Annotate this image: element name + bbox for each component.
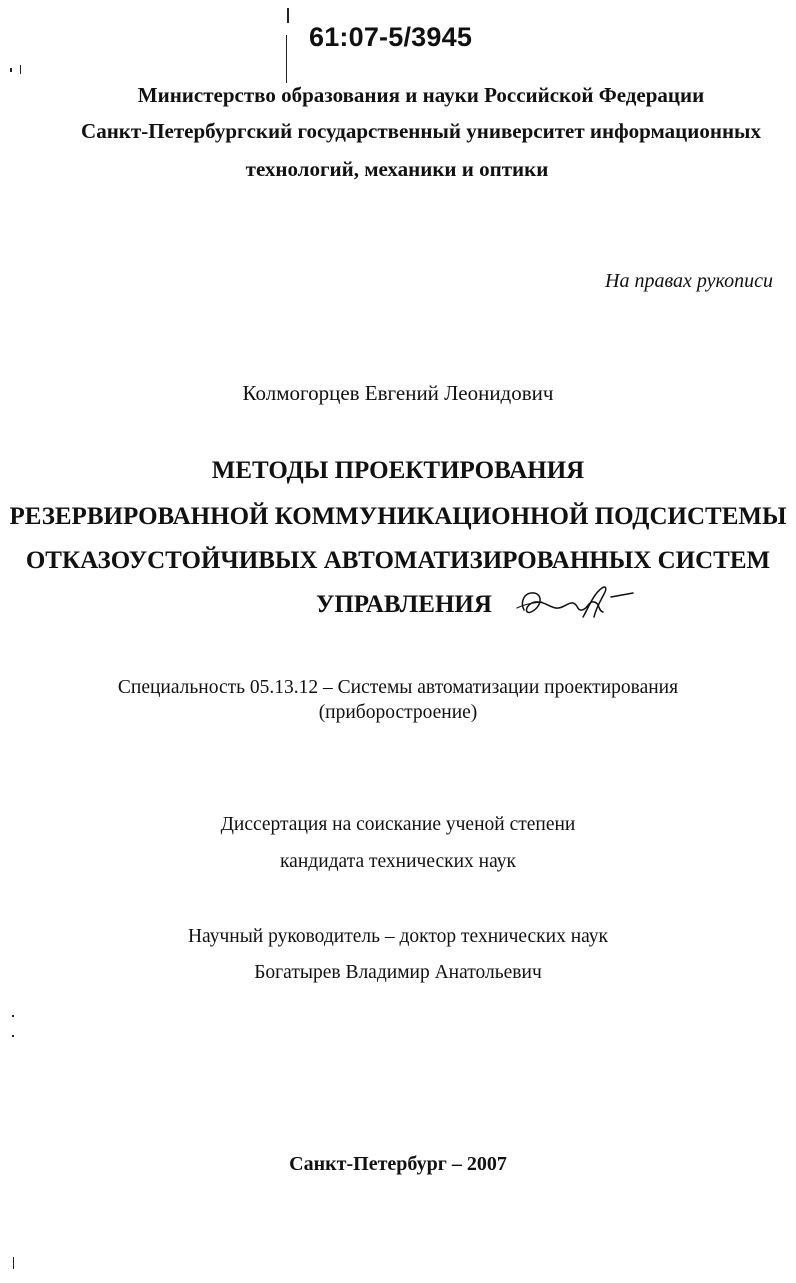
ministry-heading: Министерство образования и науки Российской Федерации <box>137 83 705 107</box>
author-name: Колмогорцев Евгений Леонидович <box>242 381 554 405</box>
degree-line2: кандидата технических наук <box>280 851 516 872</box>
specialty-line1: Специальность 05.13.12 – Системы автоматизации проектирования <box>117 677 679 698</box>
advisor-line2: Богатырев Владимир Анатольевич <box>254 962 542 983</box>
dissertation-title-line2: РЕЗЕРВИРОВАННОЙ КОММУНИКАЦИОННОЙ ПОДСИСТЕМЫ <box>9 503 787 530</box>
degree-line1: Диссертация на соискание ученой степени <box>220 814 576 835</box>
scan-margin-mark-top-line <box>286 35 287 83</box>
university-heading-line2: технологий, механики и оптики <box>245 157 549 181</box>
scan-margin-mark-top <box>287 8 289 23</box>
city-year: Санкт-Петербург – 2007 <box>289 1153 507 1175</box>
scan-margin-mark-left-top-2 <box>20 65 21 74</box>
handwritten-signature <box>512 582 637 627</box>
scan-margin-mark-left-bottom <box>12 1015 14 1017</box>
scan-margin-mark-left-bottom-2 <box>12 1035 14 1037</box>
scan-margin-mark-left-bottom-3 <box>13 1257 14 1269</box>
dissertation-title-line1: МЕТОДЫ ПРОЕКТИРОВАНИЯ <box>211 457 585 484</box>
advisor-line1: Научный руководитель – доктор технических наук <box>187 926 609 947</box>
dissertation-title-line3: ОТКАЗОУСТОЙЧИВЫХ АВТОМАТИЗИРОВАННЫХ СИСТЕМ <box>25 547 771 574</box>
manuscript-rights-note: На правах рукописи <box>605 270 773 292</box>
specialty-line2: (приборостроение) <box>318 702 478 723</box>
scan-margin-mark-left-top <box>10 68 12 72</box>
university-heading-line1: Санкт-Петербургский государственный университет информационных <box>81 119 761 143</box>
catalog-code: 61:07-5/3945 <box>309 22 473 52</box>
dissertation-title-line4: УПРАВЛЕНИЯ <box>316 591 492 618</box>
